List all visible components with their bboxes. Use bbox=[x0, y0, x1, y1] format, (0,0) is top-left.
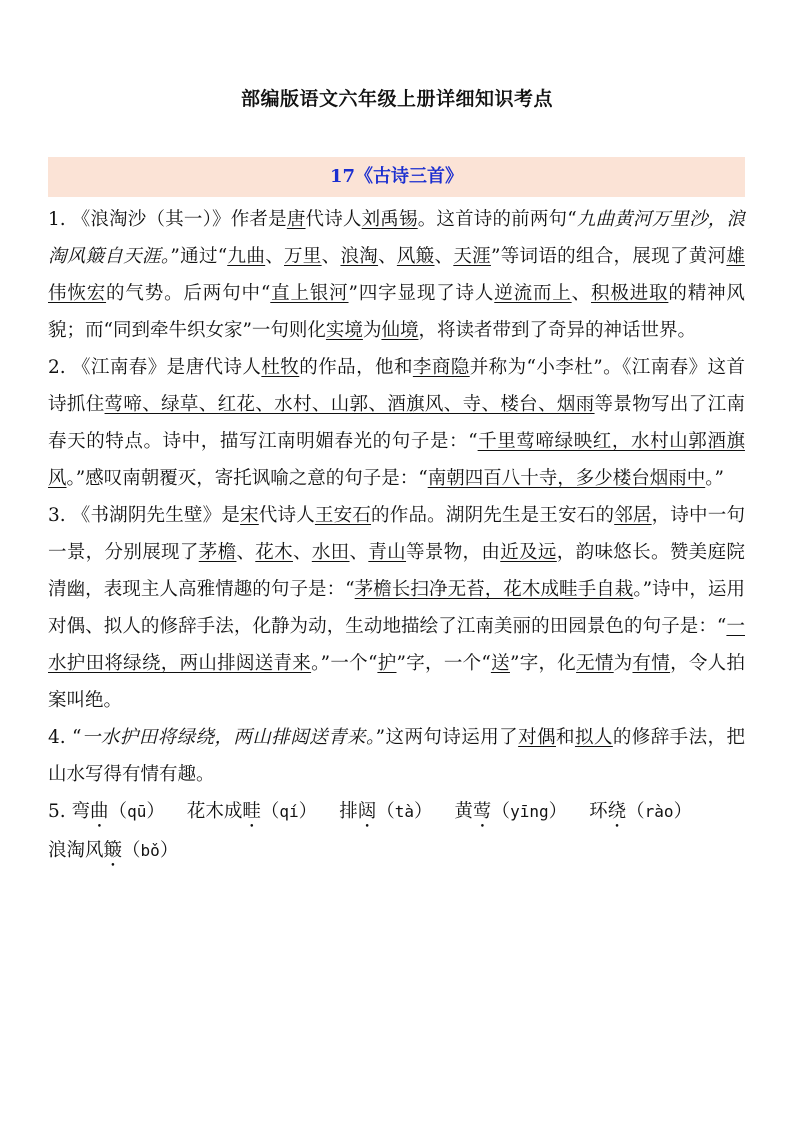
underlined-answer: 唐 bbox=[286, 209, 306, 230]
text: （ bbox=[122, 840, 141, 861]
text: 等景物，由 bbox=[406, 542, 501, 563]
text: ） bbox=[159, 840, 179, 861]
word-entry bbox=[589, 801, 692, 822]
section-title: 17《古诗三首》 bbox=[48, 157, 745, 197]
underlined-answer: 李商隐 bbox=[412, 357, 470, 378]
page-title: 部编版语文六年级上册详细知识考点 bbox=[240, 88, 553, 110]
pinyin: qí bbox=[279, 802, 299, 821]
underlined-answer: 宋 bbox=[240, 505, 259, 526]
underlined-answer: 千里莺啼绿映红，水村山郭酒旗风 bbox=[48, 431, 745, 489]
text: 为 bbox=[362, 320, 382, 341]
text: ） bbox=[146, 801, 165, 822]
word-entry bbox=[187, 801, 317, 822]
text: ） bbox=[414, 801, 433, 822]
text: 、 bbox=[378, 246, 397, 267]
underlined-answer: 直上银河 bbox=[270, 283, 349, 304]
pinyin: tà bbox=[394, 802, 414, 821]
underlined-answer: 王安石 bbox=[314, 505, 372, 526]
text: 的修辞手法，把山水写得有情有趣。 bbox=[48, 727, 745, 785]
underlined-answer: 茅檐 bbox=[198, 542, 237, 563]
text: （ bbox=[376, 801, 395, 822]
text: 黄 bbox=[454, 801, 474, 822]
text: ”这两句诗运用了 bbox=[375, 727, 519, 748]
underlined-answer: 青山 bbox=[368, 542, 407, 563]
text: 。”诗中，运用对偶、拟人的修辞手法，化静为动，生动地描绘了江南美丽的田园景色的句子是：“ bbox=[48, 579, 745, 637]
text: ） bbox=[673, 801, 693, 822]
underlined-answer: 送 bbox=[490, 653, 510, 674]
text: （ bbox=[491, 801, 511, 822]
text: 浪淘风 bbox=[48, 840, 104, 861]
text: 、 bbox=[321, 246, 341, 267]
underlined-answer: 拟人 bbox=[574, 727, 613, 748]
dotted-char: 绕 bbox=[607, 801, 627, 822]
underlined-answer: 杜牧 bbox=[261, 357, 300, 378]
text: 代诗人 bbox=[305, 209, 362, 230]
underlined-answer: 无情 bbox=[576, 653, 614, 674]
word-entry bbox=[339, 801, 432, 822]
text: ”四字显现了诗人 bbox=[348, 283, 495, 304]
underlined-answer: 雄伟恢宏 bbox=[48, 246, 745, 304]
underlined-answer: 仙境 bbox=[381, 320, 419, 341]
paragraph-1 bbox=[48, 201, 745, 349]
text: 、 bbox=[292, 542, 312, 563]
pinyin: yīng bbox=[510, 802, 549, 821]
dotted-char: 闼 bbox=[357, 801, 377, 822]
text: （ bbox=[108, 801, 128, 822]
text: 1. 《浪淘沙（其一）》作者是 bbox=[48, 209, 287, 230]
text: ”等词语的组合，展现了黄河 bbox=[490, 246, 727, 267]
dotted-char: 簸 bbox=[103, 840, 123, 861]
text: 代诗人 bbox=[258, 505, 315, 526]
underlined-answer: 九曲 bbox=[227, 246, 266, 267]
word-entry bbox=[455, 801, 568, 822]
text: 花木成 bbox=[186, 801, 243, 822]
text: 的作品。湖阴先生是王安石的 bbox=[371, 505, 615, 526]
pinyin: qū bbox=[127, 802, 147, 821]
word-entry bbox=[48, 840, 178, 861]
underlined-answer: 莺啼、绿草、红花、水村、山郭、酒旗风、寺、楼台、烟雨 bbox=[104, 394, 595, 415]
text: （ bbox=[626, 801, 645, 822]
poem-quote: 一水护田将绿绕，两山排闼送青来。 bbox=[81, 727, 376, 748]
text: 、 bbox=[265, 246, 284, 267]
underlined-answer: 有情 bbox=[632, 653, 671, 674]
underlined-answer: 邻居 bbox=[614, 505, 652, 526]
text: ”字，化 bbox=[509, 653, 577, 674]
text: 等景物写出了江南春天的特点。诗中，描写江南明媚春光的句子是：“ bbox=[48, 394, 745, 452]
text: 2. 《江南春》是唐代诗人 bbox=[48, 357, 262, 378]
pinyin: rào bbox=[644, 802, 674, 821]
text: 。这首诗的前两句“ bbox=[417, 209, 577, 230]
word-entry bbox=[48, 801, 165, 822]
underlined-answer: 浪淘 bbox=[340, 246, 379, 267]
paragraph-3 bbox=[48, 497, 745, 719]
text: 、 bbox=[236, 542, 256, 563]
underlined-answer: 茅檐长扫净无苔，花木成畦手自栽 bbox=[354, 579, 634, 600]
text: 。” bbox=[705, 468, 724, 489]
text: 、 bbox=[571, 283, 591, 304]
text: 和 bbox=[556, 727, 575, 748]
text: ） bbox=[548, 801, 568, 822]
underlined-answer: 护 bbox=[377, 653, 397, 674]
text: 。”一个“ bbox=[311, 653, 378, 674]
underlined-answer: 近及远 bbox=[500, 542, 557, 563]
underlined-answer: 水田 bbox=[311, 542, 350, 563]
underlined-answer: 一水护田将绿绕，两山排闼送青来 bbox=[48, 616, 745, 674]
underlined-answer: 刘禹锡 bbox=[361, 209, 418, 230]
underlined-answer: 对偶 bbox=[518, 727, 556, 748]
dotted-char: 曲 bbox=[90, 801, 109, 822]
pinyin: bǒ bbox=[140, 841, 160, 860]
underlined-answer: 花木 bbox=[255, 542, 293, 563]
text: 、 bbox=[434, 246, 454, 267]
text: 环 bbox=[589, 801, 608, 822]
text: 3. 《书湖阴先生壁》是 bbox=[48, 505, 241, 526]
underlined-answer: 逆流而上 bbox=[494, 283, 572, 304]
underlined-answer: 天涯 bbox=[453, 246, 491, 267]
text: ，将读者带到了奇异的神话世界。 bbox=[418, 320, 696, 341]
document-body bbox=[48, 201, 745, 871]
text: ”通过“ bbox=[170, 246, 228, 267]
text: ，韵味悠长。赞美庭院清幽，表现主人高雅情趣的句子是：“ bbox=[48, 542, 745, 600]
text: （ bbox=[260, 801, 280, 822]
underlined-answer: 南朝四百八十寺，多少楼台烟雨中 bbox=[427, 468, 706, 489]
text: 4. “ bbox=[48, 727, 82, 748]
text: 的气势。后两句中“ bbox=[106, 283, 271, 304]
underlined-answer: 风簸 bbox=[396, 246, 435, 267]
text: 为 bbox=[613, 653, 633, 674]
text: 并称为“小李杜”。《江南春》这首诗抓住 bbox=[48, 357, 745, 415]
underlined-answer: 万里 bbox=[284, 246, 322, 267]
dotted-char: 莺 bbox=[473, 801, 492, 822]
text: 5. 弯 bbox=[48, 801, 91, 822]
text: ，诗中一句一景，分别展现了 bbox=[48, 505, 745, 563]
text: 排 bbox=[339, 801, 358, 822]
text: 的作品，他和 bbox=[299, 357, 413, 378]
paragraph-2 bbox=[48, 349, 745, 497]
paragraph-5-pinyin bbox=[48, 793, 745, 871]
text: ，令人拍案叫绝。 bbox=[48, 653, 745, 711]
poem-quote: 九曲黄河万里沙，浪淘风簸自天涯。 bbox=[48, 209, 745, 267]
text: ） bbox=[298, 801, 318, 822]
underlined-answer: 实境 bbox=[325, 320, 363, 341]
text: 、 bbox=[349, 542, 369, 563]
paragraph-4 bbox=[48, 719, 745, 793]
text: ”字，一个“ bbox=[396, 653, 491, 674]
dotted-char: 畦 bbox=[242, 801, 261, 822]
text: 。”感叹南朝覆灭，寄托讽喻之意的句子是：“ bbox=[66, 468, 428, 489]
underlined-answer: 积极进取 bbox=[591, 283, 669, 304]
text: 的精神风貌；而“同到牵牛织女家”一句则化 bbox=[48, 283, 745, 341]
